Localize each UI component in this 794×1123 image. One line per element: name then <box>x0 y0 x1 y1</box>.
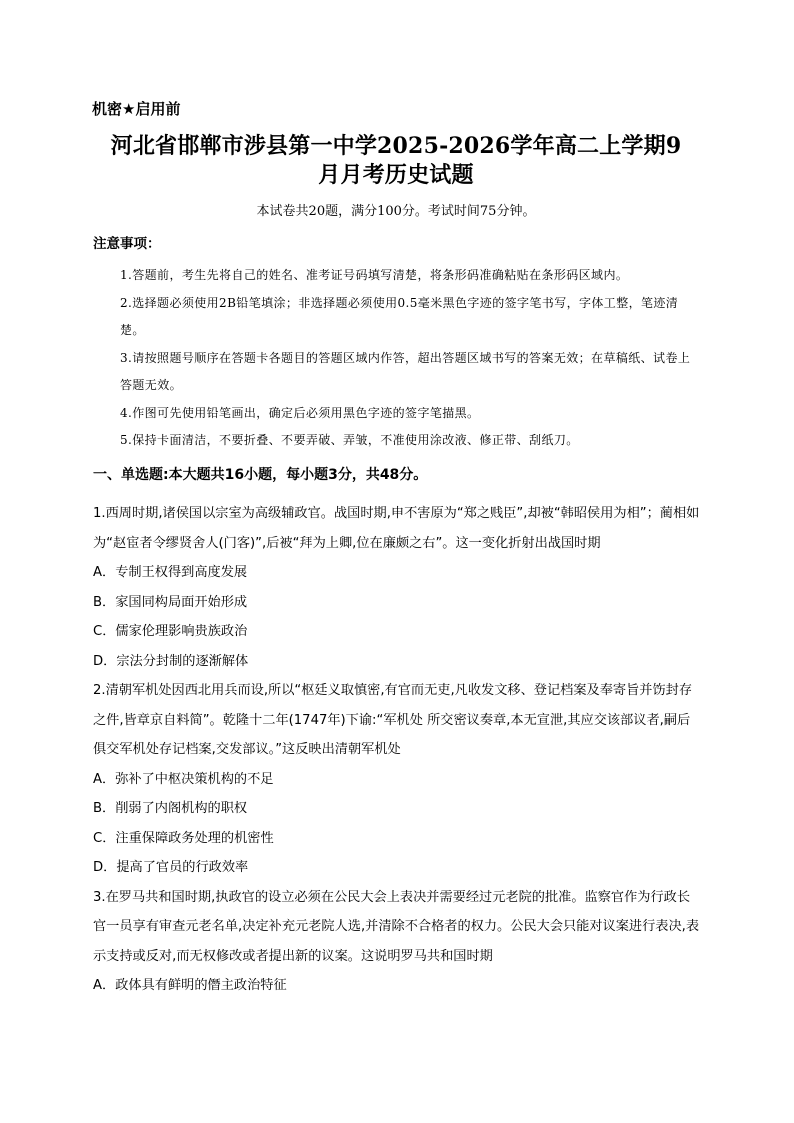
question-2 <box>93 676 703 883</box>
exam-title <box>90 132 702 190</box>
question-list <box>93 499 703 1001</box>
option-c: C．儒家伦理影响贵族政治 <box>93 624 248 639</box>
exam-title-line-1: 河北省邯郸市涉县第一中学2025-2026学年高二上学期9 <box>110 133 682 159</box>
exam-title-line-2: 月月考历史试题 <box>318 162 474 188</box>
question-stem: 2.清朝军机处因西北用兵而设,所以“枢廷义取慎密,有官而无吏,凡收发文移、登记档案及奉寄旨并饬封存之件,皆章京自料简”。乾隆十二年(1747年)下谕:“军机处 所交密议奏章,本无宣泄,其应交该部议者,嗣后俱交军机处存记档案,交发部议。”这反映出清朝军机处 <box>93 683 693 757</box>
option-c: C．注重保障政务处理的机密性 <box>93 830 274 846</box>
option-d: D．宗法分封制的逐渐解体 <box>93 653 249 669</box>
notice-item: 4.作图可先使用铅笔画出，确定后必须用黑色字迹的签字笔描黑。 <box>120 405 480 420</box>
option-d: D．提高了官员的行政效率 <box>93 860 249 875</box>
question-1 <box>93 499 703 676</box>
notice-item: 1.答题前，考生先将自己的姓名、准考证号码填写清楚，将条形码准确粘贴在条形码区域内。 <box>120 268 629 282</box>
exam-subtitle: 本试卷共20题，满分100分。考试时间75分钟。 <box>256 204 536 219</box>
question-3 <box>93 883 703 1001</box>
notice-item: 5.保持卡面清洁，不要折叠、不要弄破、弄皱，不准使用涂改液、修正带、刮纸刀。 <box>120 433 579 447</box>
option-a: A．专制王权得到高度发展 <box>93 565 248 580</box>
confidential-label: 机密★启用前 <box>92 100 181 118</box>
question-stem: 1.西周时期,诸侯国以宗室为高级辅政官。战国时期,申不害原为“郑之贱臣”,却被“韩昭侯用为相”；蔺相如为“赵宦者令缪贤舍人(门客)”,后被“拜为上卿,位在廉颇之右”。这一变化折射出战国时期 <box>93 506 700 551</box>
option-b: B．家国同构局面开始形成 <box>93 594 248 610</box>
notice-item: 2.选择题必须使用2B铅笔填涂；非选择题必须使用0.5毫米黑色字迹的签字笔书写，字体工整，笔迹清楚。 <box>120 295 679 337</box>
notice-heading: 注意事项： <box>93 236 161 252</box>
notice-list <box>120 262 700 455</box>
question-stem: 3.在罗马共和国时期,执政官的设立必须在公民大会上表决并需要经过元老院的批准。监察官作为行政长官一员享有审查元老名单,决定补充元老院人选,并清除不合格者的权力。公民大会只能对议案进行表决,表示支持或反对,而无权修改或者提出新的议案。这说明罗马共和国时期 <box>93 889 700 964</box>
option-a: A．政体具有鲜明的僭主政治特征 <box>93 978 287 993</box>
option-a: A．弥补了中枢决策机构的不足 <box>93 771 274 787</box>
section-heading: 一、单选题:本大题共16小题，每小题3分，共48分。 <box>93 467 428 483</box>
notice-item: 3.请按照题号顺序在答题卡各题目的答题区域内作答，超出答题区域书写的答案无效；在草稿纸、试卷上答题无效。 <box>120 350 691 392</box>
option-b: B．削弱了内阁机构的职权 <box>93 801 248 816</box>
